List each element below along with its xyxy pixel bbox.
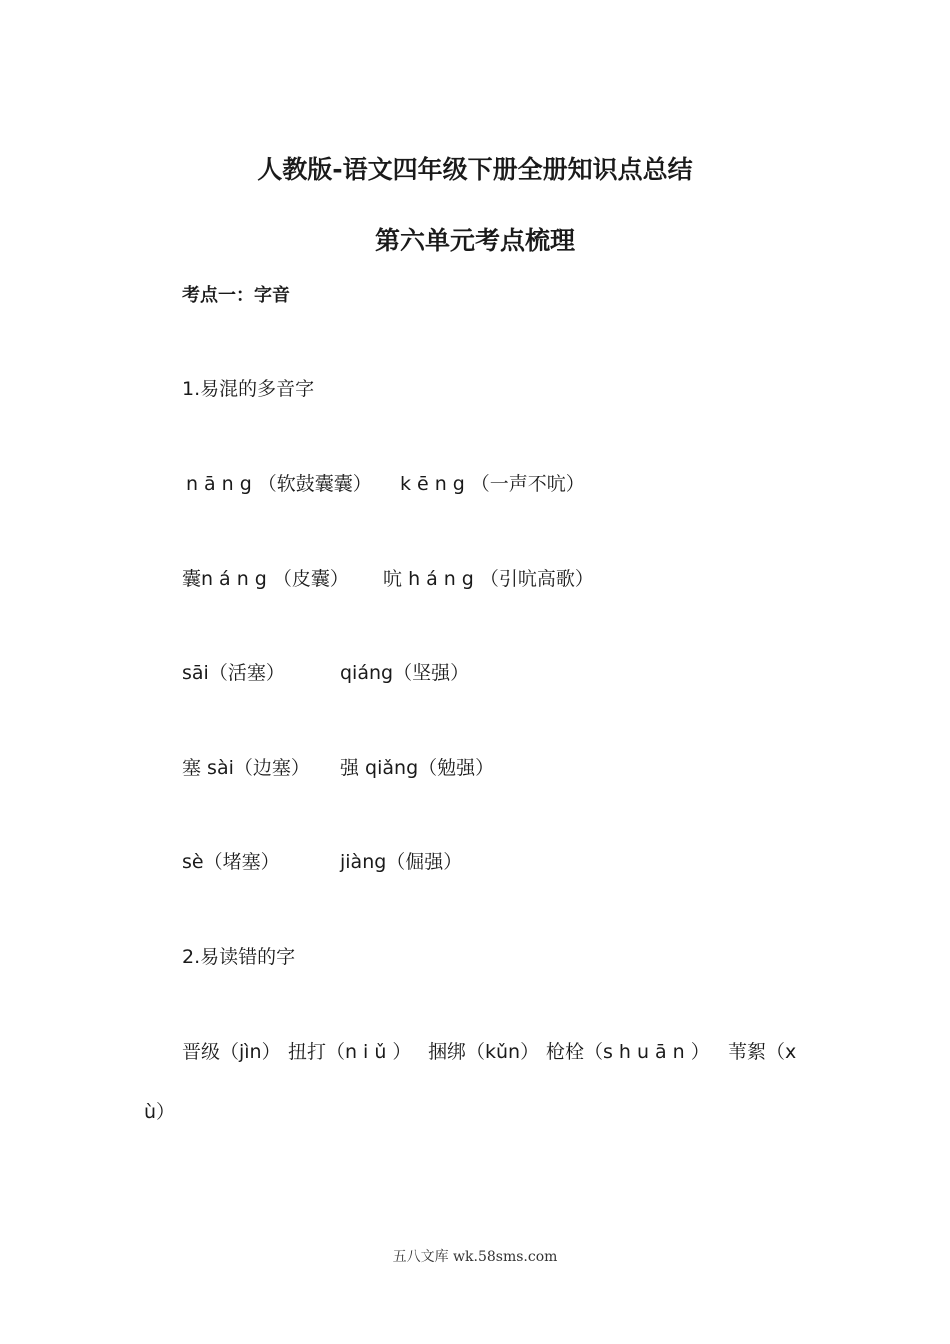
misread-word-5: 苇絮（x xyxy=(728,1041,797,1063)
polyphone-row-4-right: 强 qiǎng（勉强） xyxy=(340,757,495,779)
polyphone-row-5-right: jiàng（倔强） xyxy=(340,851,463,873)
polyphone-row-1-left xyxy=(186,469,372,496)
misread-word-5-wrap: ù） xyxy=(144,1101,176,1123)
section-heading: 考点一：字音 xyxy=(182,285,290,306)
misread-word-3: 捆绑（kǔn） xyxy=(428,1041,540,1063)
polyphone-row-2-left xyxy=(182,564,349,591)
pinyin: náng xyxy=(201,568,273,590)
subsection-heading-polyphones: 1.易混的多音字 xyxy=(182,378,315,400)
example-word: （引吭高歌） xyxy=(479,568,594,590)
example-word: （一声不吭） xyxy=(470,473,585,495)
footer-watermark: 五八文库 wk.58sms.com xyxy=(392,1249,558,1265)
example-word: （皮囊） xyxy=(272,568,349,590)
polyphone-row-1-right xyxy=(400,469,585,496)
polyphone-row-2-right xyxy=(383,564,594,591)
pinyin: shuān xyxy=(603,1041,691,1063)
subsection-heading-misread: 2.易读错的字 xyxy=(182,946,296,968)
character: 囊 xyxy=(182,568,202,590)
pinyin: x xyxy=(785,1041,797,1063)
character: 吭 xyxy=(383,568,403,590)
polyphone-row-5-left: sè（堵塞） xyxy=(182,851,280,873)
document-title: 人教版-语文四年级下册全册知识点总结 xyxy=(257,155,693,184)
pinyin: háng xyxy=(408,568,480,590)
pinyin: nāng xyxy=(186,473,258,495)
misread-word-4: 枪栓（shuān） xyxy=(546,1041,710,1063)
polyphone-row-3-left: sāi（活塞） xyxy=(182,662,285,684)
unit-subtitle: 第六单元考点梳理 xyxy=(374,226,575,255)
misread-word-1: 晋级（jìn） xyxy=(182,1041,281,1063)
polyphone-row-3-right: qiáng（坚强） xyxy=(340,662,470,684)
misread-word-2: 扭打（niǔ） xyxy=(288,1041,412,1063)
example-word: （软鼓囊囊） xyxy=(257,473,372,495)
polyphone-row-4-left: 塞 sài（边塞） xyxy=(182,757,310,779)
pinyin: kēng xyxy=(400,473,471,495)
pinyin: niǔ xyxy=(345,1041,393,1063)
